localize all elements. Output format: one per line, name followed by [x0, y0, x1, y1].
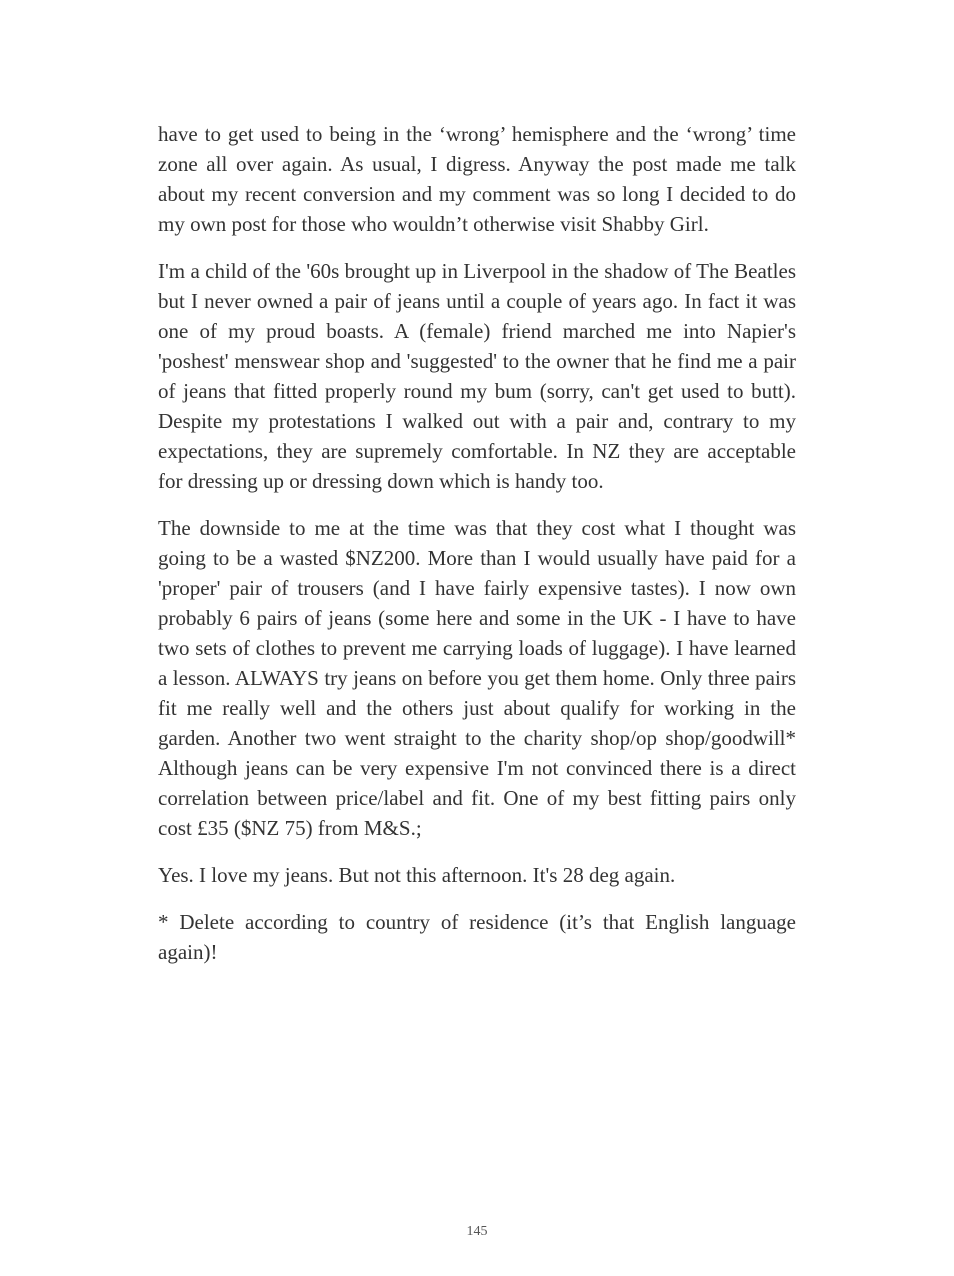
paragraph-5: * Delete according to country of residence (it’s that English language again)! — [158, 910, 796, 964]
paragraph-2: I'm a child of the '60s brought up in Liverpool in the shadow of The Beatles but I never owned a pair of jeans until a couple of years ago. In fact it was one of my proud boasts. A (female) friend marched me into Napier's 'poshest' menswear shop and 'suggested' to the owner that he find me a pair of jeans that fitted properly round my bum (sorry, can't get used to butt). Despite my protestations I walked out with a pair and, contrary to my expectations, they are supremely comfortable. In NZ they are acceptable for dressing up or dressing down which is handy too. — [158, 259, 796, 493]
paragraph-1: have to get used to being in the ‘wrong’ hemisphere and the ‘wrong’ time zone all over again. As usual, I digress. Anyway the post made me talk about my recent conversion and my comment was so long I decided to do my own post for those who wouldn’t otherwise visit Shabby Girl. — [158, 122, 796, 236]
paragraph-4: Yes. I love my jeans. But not this afternoon. It's 28 deg again. — [158, 863, 676, 887]
paragraph-3: The downside to me at the time was that they cost what I thought was going to be a wasted $NZ200. More than I would usually have paid for a 'proper' pair of trousers (and I have fairly expensive tastes). I now own probably 6 pairs of jeans (some here and some in the UK - I have to have two sets of clothes to prevent me carrying loads of luggage). I have learned a lesson. ALWAYS try jeans on before you get them home. Only three pairs fit me really well and the others just about qualify for working in the garden. Another two went straight to the charity shop/op shop/goodwill* Although jeans can be very expensive I'm not convinced there is a direct correlation between price/label and fit. One of my best fitting pairs only cost £35 ($NZ 75) from M&S.; — [158, 516, 796, 840]
page-number: 145 — [466, 1224, 488, 1239]
body-text — [158, 119, 796, 984]
